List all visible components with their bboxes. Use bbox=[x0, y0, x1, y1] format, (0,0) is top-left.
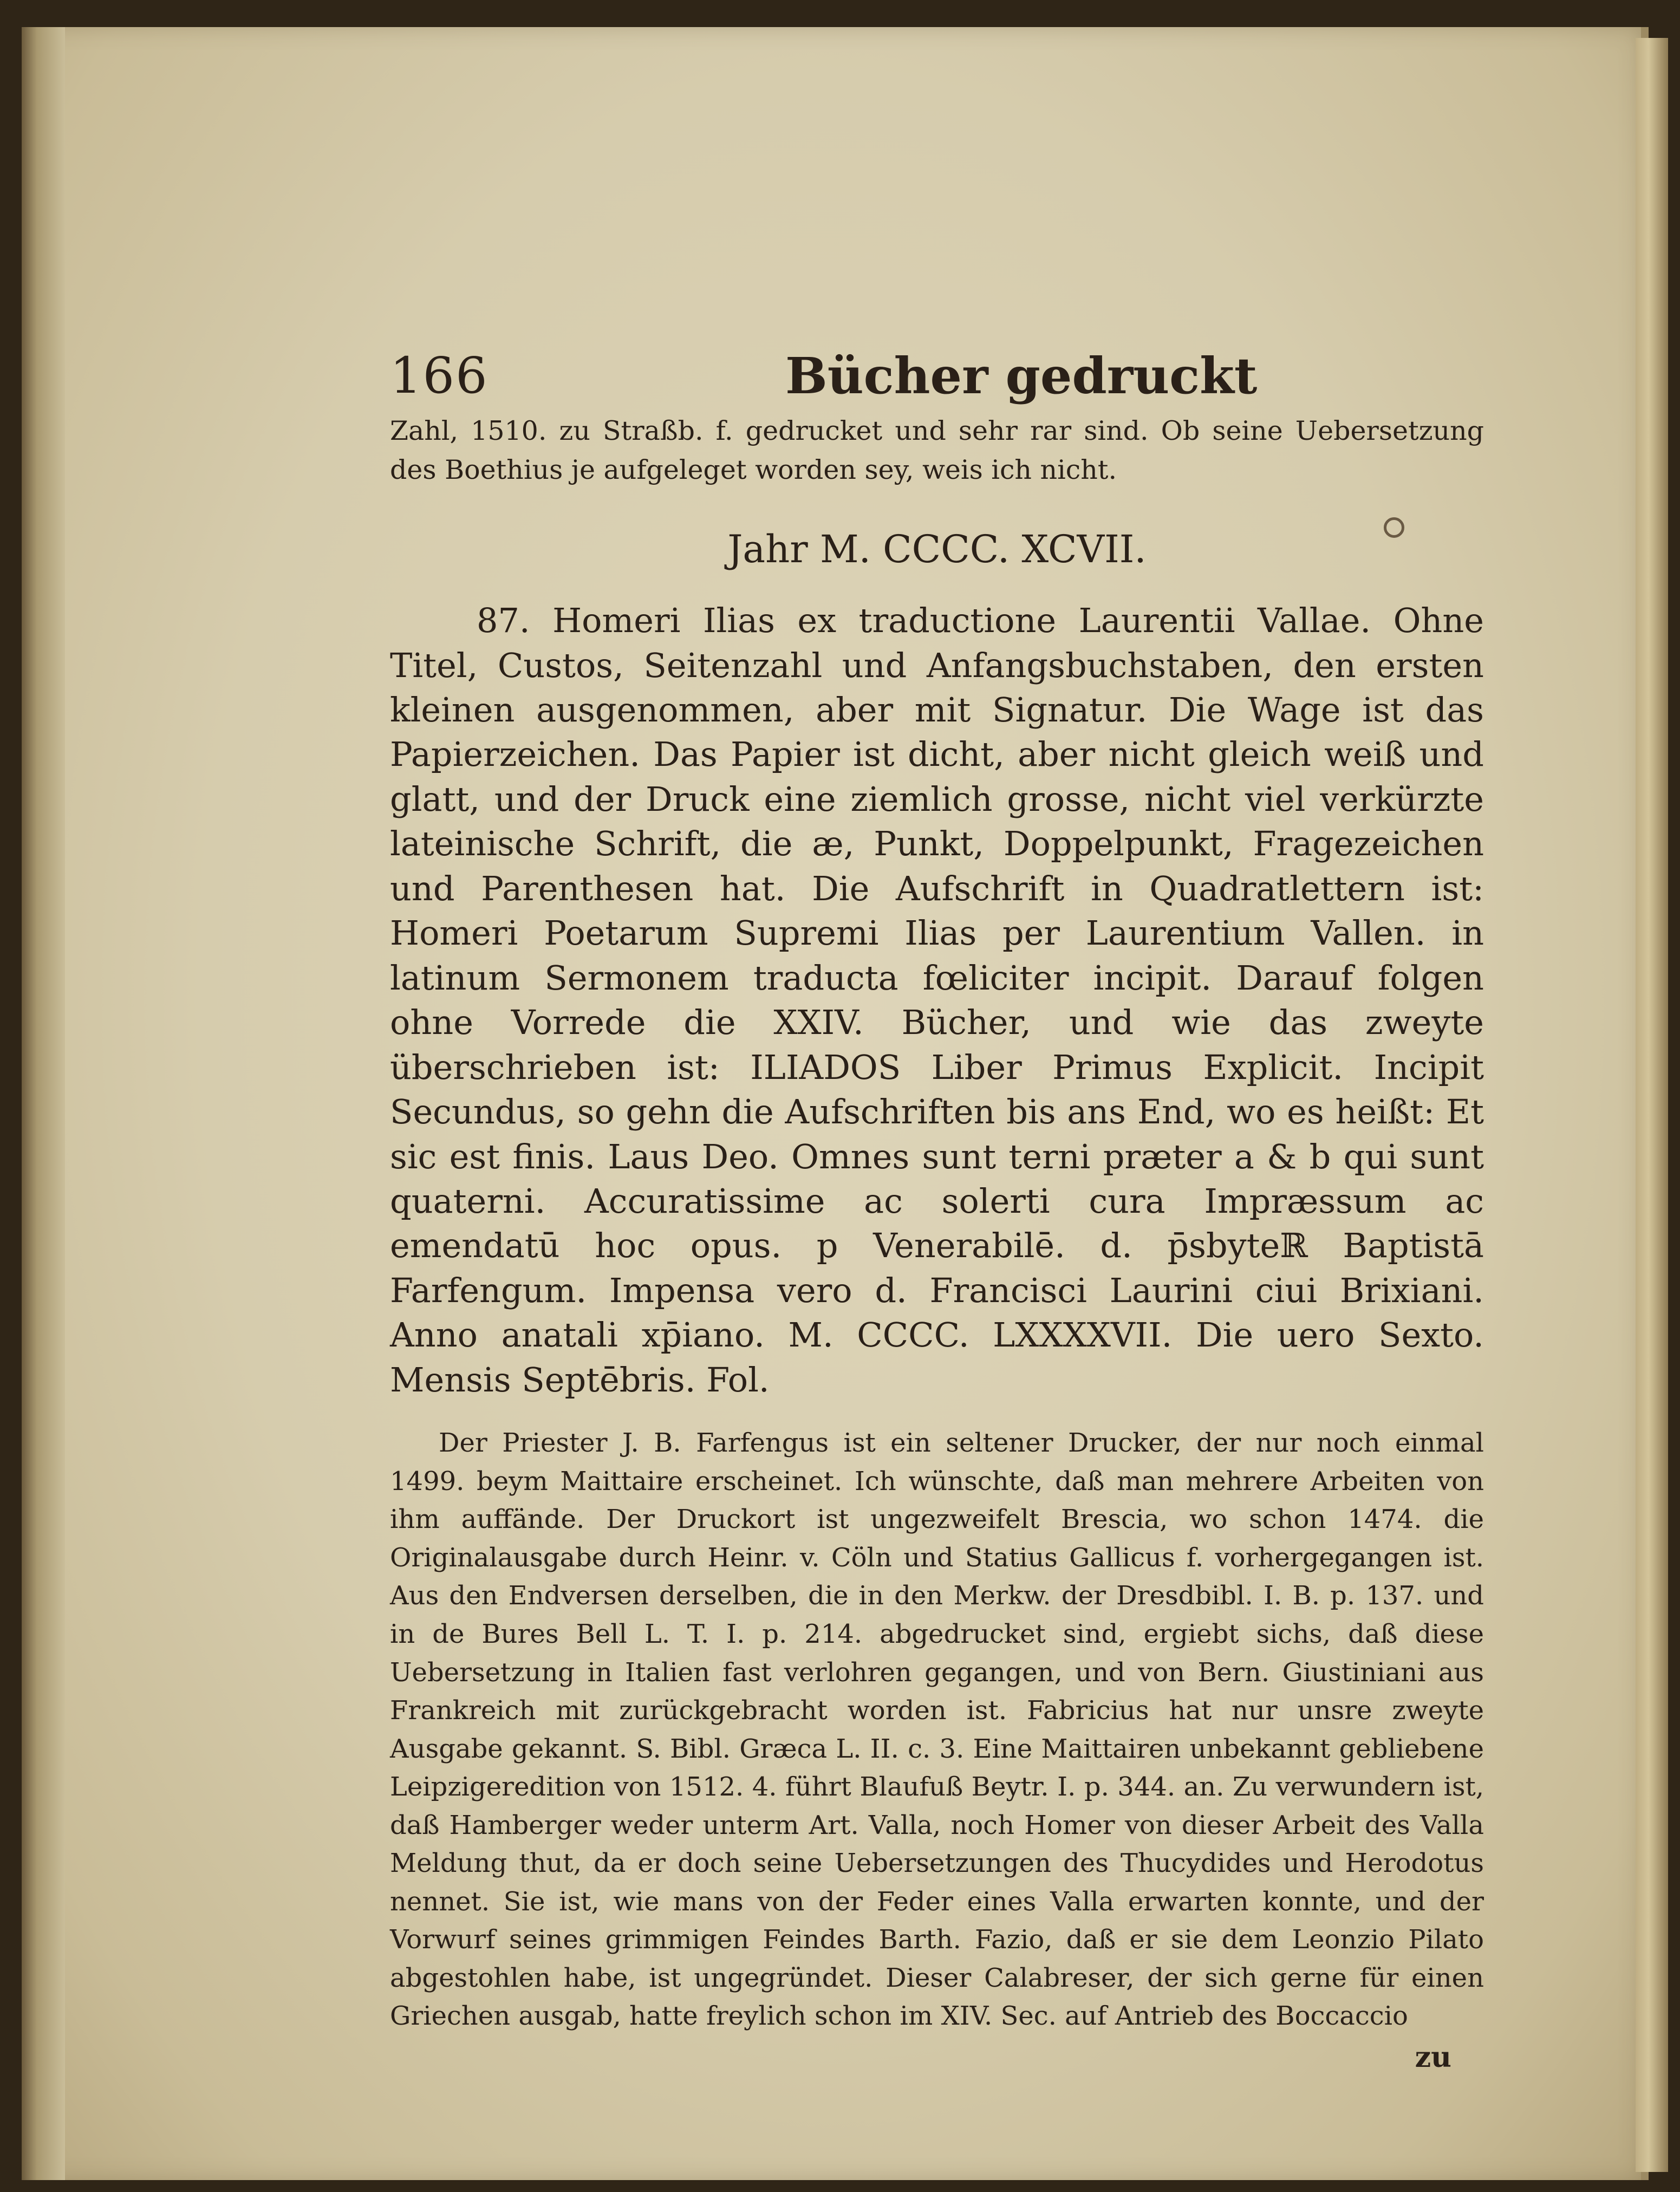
commentary-paragraph: Der Priester J. B. Farfengus ist ein seltener Drucker, der nur noch einmal 1499. beym Maittaire erscheinet. Ich wünschte, daß man mehrere Arbeiten von ihm auffände. Der Druckort ist ungezweifelt Brescia, wo schon 1474. die Originalausgabe durch Heinr. v. Cöln und Statius Gallicus f. vorhergegangen ist. Aus den Endversen derselben, die in den Merkw. der Dresdbibl. I. B. p. 137. und in de Bures Bell L. T. I. p. 214. abgedrucket sind, ergiebt sichs, daß diese Uebersetzung in Italien fast verlohren gegangen, und von Bern. Giustiniani aus Frankreich mit zurückgebracht worden ist. Fabricius hat nur unsre zweyte Ausgabe gekannt. S. Bibl. Græca L. II. c. 3. Eine Maittairen unbekannt gebliebene Leipzigeredition von 1512. 4. führt Blaufuß Beytr. I. p. 344. an. Zu verwundern ist, daß Hamberger weder unterm Art. Valla, noch Homer von dieser Arbeit des Valla Meldung thut, da er doch seine Uebersetzungen des Thucydides und Herodotus nennet. Sie ist, wie mans von der Feder eines Valla erwarten konnte, und der Vorwurf seines grimmigen Feindes Barth. Fazio, daß er sie dem Leonzio Pilato abgestohlen habe, ist ungegründet. Dieser Calabreser, der sich gerne für einen Griechen ausgab, hatte freylich schon im XIV. Sec. auf Antrieb des Boccaccio bbox=[390, 1428, 1484, 2032]
running-head: Bücher gedruckt bbox=[785, 347, 1258, 405]
entry-paragraph: 87. Homeri Ilias ex traductione Laurentii Vallae. Ohne Titel, Custos, Seitenzahl und Anfangsbuchstaben, den ersten kleinen ausgenommen, aber mit Signatur. Die Wage ist das Papierzeichen. Das Papier ist dicht, aber nicht gleich weiß und glatt, und der Druck eine ziemlich grosse, nicht viel verkürzte lateinische Schrift, die æ, Punkt, Doppelpunkt, Fragezeichen und Parenthesen hat. Die Aufschrift in Quadratlettern ist: Homeri Poetarum Supremi Ilias per Laurentium Vallen. in latinum Sermonem traducta fœliciter incipit. Darauf folgen ohne Vorrede die XXIV. Bücher, und wie das zweyte überschrieben ist: ILIADOS Liber Primus Explicit. Incipit Secundus, so gehn die Aufschriften bis ans End, wo es heißt: Et sic est finis. Laus Deo. Omnes sunt terni præter a & b qui sunt quaterni. Accuratissime ac solerti cura Impræssum ac emendatū hoc opus. p Venerabilē. d. p̄sbyteℝ Baptistā Farfengum. Impensa vero d. Francisci Laurini ciui Brixiani. Anno anatali xp̄iano. M. CCCC. LXXXXVII. Die uero Sexto. Mensis Septēbris. Fol. bbox=[390, 601, 1484, 1400]
page-text-block bbox=[390, 347, 1484, 2074]
page-number: 166 bbox=[390, 347, 489, 405]
year-heading: Jahr M. CCCC. XCVII. bbox=[727, 527, 1147, 572]
binding-gutter bbox=[22, 27, 65, 2180]
page-header bbox=[390, 347, 1484, 412]
catchword: zu bbox=[1415, 2040, 1451, 2074]
page-edge bbox=[1636, 38, 1668, 2172]
intro-paragraph: Zahl, 1510. zu Straßb. f. gedrucket und sehr rar sind. Ob seine Uebersetzung des Boethius je aufgeleget worden sey, weis ich nicht. bbox=[390, 415, 1484, 485]
